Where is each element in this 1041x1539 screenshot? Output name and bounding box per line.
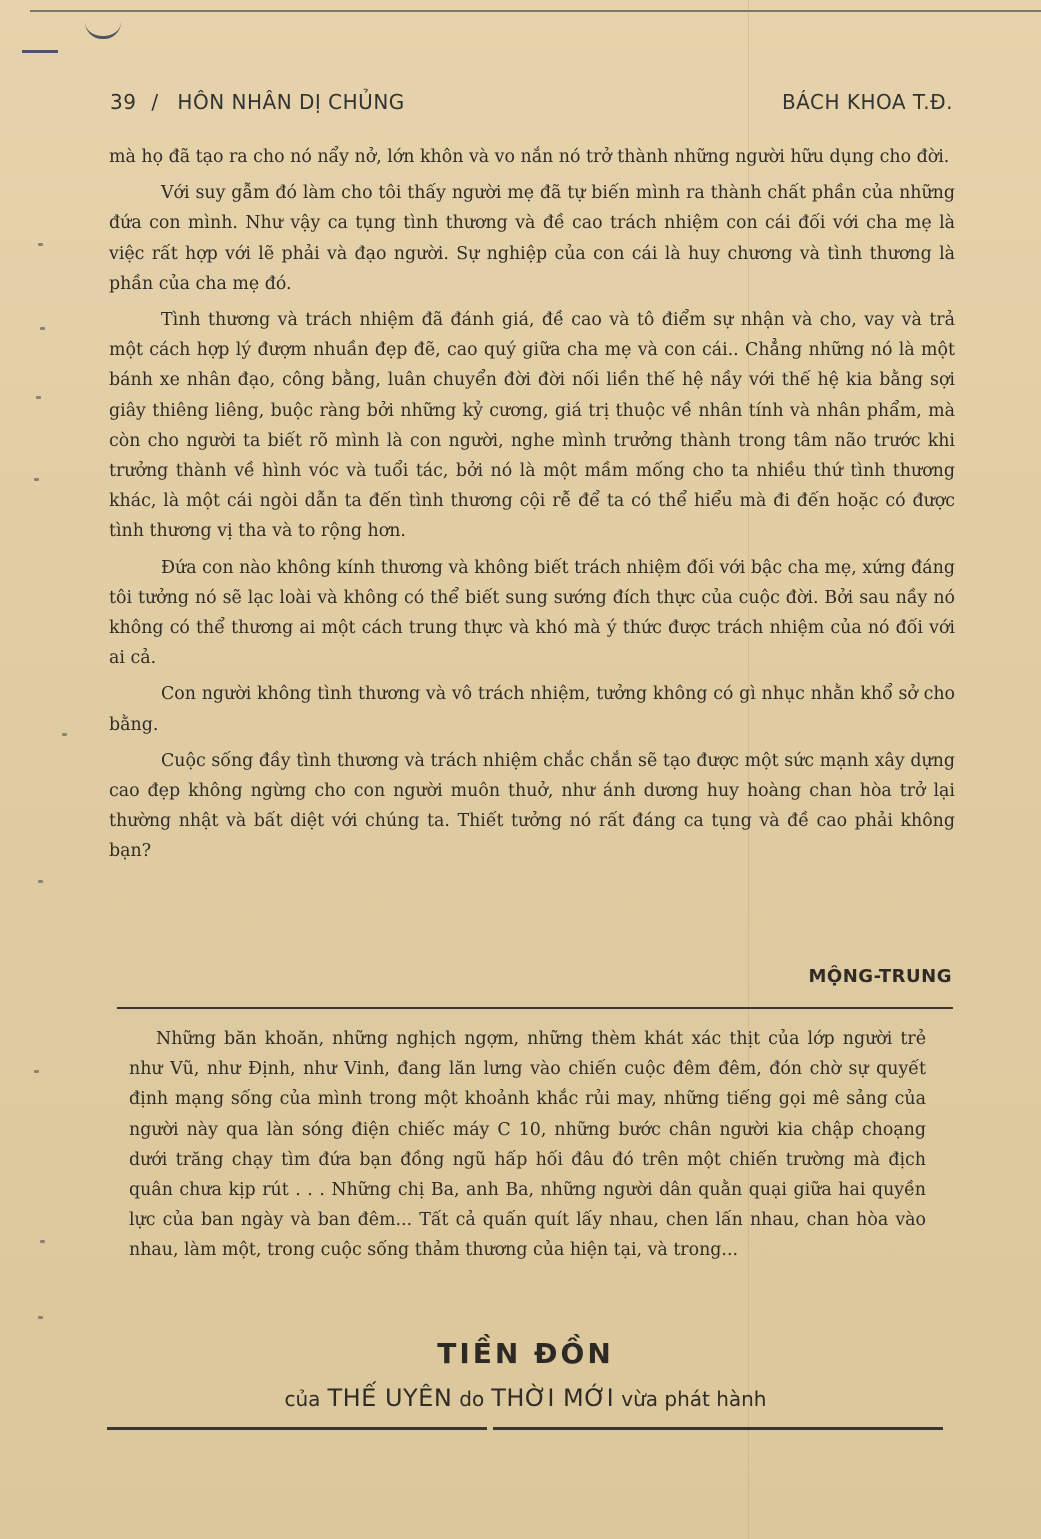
margin-speck [34, 478, 39, 481]
paragraph: Với suy gẫm đó làm cho tôi thấy người mẹ đã tự biến mình ra thành chất phần của những đứa con mình. Như vậy ca tụng tình thương và đề cao trách nhiệm con cái đối với cha mẹ là việc rất hợp với lẽ phải và đạo người. Sự nghiệp của con cái là huy chương và tình thương là phần của cha mẹ đó. [109, 183, 955, 294]
paragraph: Cuộc sống đầy tình thương và trách nhiệm chắc chắn sẽ tạo được một sức mạnh xây dựng cao đẹp không ngừng cho con người muôn thuở, như ánh dương huy hoàng chan hòa trở lại thường nhật và bất diệt với chúng ta. Thiết tưởng nó rất đáng ca tụng và đề cao phải không bạn? [109, 750, 955, 862]
book-author: THẾ UYÊN [327, 1384, 453, 1412]
margin-speck [38, 1316, 43, 1319]
bottom-rule-left [107, 1427, 487, 1430]
pub-of: của [284, 1387, 321, 1411]
article-body [109, 142, 955, 867]
section-divider [117, 1007, 953, 1009]
pub-status: vừa phát hành [621, 1387, 767, 1411]
book-promo [129, 1024, 926, 1266]
paragraph: Tình thương và trách nhiệm đã đánh giá, đề cao và tô điểm sự nhận và cho, vay và trả một cách hợp lý đượm nhuần đẹp đẽ, cao quý giữa cha mẹ và con cái.. Chẳng những nó là một bánh xe nhân đạo, công bằng, luân chuyển đời đời nối liền thế hệ nầy với thế hệ kia bằng sợi giây thiêng liêng, buộc ràng bởi những kỷ cương, giá trị thuộc về nhân tính và nhân phẩm, mà còn cho người ta biết rõ mình là con người, nghe mình trưởng thành trong tâm não trước khi trưởng thành về hình vóc và tuổi tác, bởi nó là một mầm mống cho ta nhiều thứ tình thương khác, là một cái ngòi dẫn ta đến tình thương cội rễ để ta có thể hiểu mà đi đến hoặc có được tình thương vị tha và to rộng hơn. [109, 310, 955, 542]
pen-dash [22, 50, 58, 53]
author-signature: MỘNG-TRUNG [808, 966, 952, 987]
header-left [110, 90, 405, 114]
margin-speck [62, 733, 67, 736]
article-title: HÔN NHÂN DỊ CHỦNG [177, 90, 405, 114]
margin-speck [38, 243, 43, 246]
pen-mark [85, 22, 121, 39]
bottom-rule-right [493, 1427, 943, 1430]
paragraph: Đứa con nào không kính thương và không biết trách nhiệm đối với bậc cha mẹ, xứng đáng tôi tưởng nó sẽ lạc loài và không có thể biết sung sướng đích thực của cuộc đời. Bởi sau nầy nó không có thể thương ai một cách trung thực và khó mà ý thức được trách nhiệm của nó đối với ai cả. [109, 557, 955, 669]
paragraph-continued: mà họ đã tạo ra cho nó nẩy nở, lớn khôn và vo nắn nó trở thành những người hữu dụng cho đời. [109, 147, 950, 167]
magazine-name: BÁCH KHOA T.Đ. [781, 90, 953, 114]
header-separator: / [151, 90, 159, 114]
book-title: TIỀN ĐỒN [437, 1337, 614, 1370]
page-number: 39 [110, 90, 137, 114]
running-header [110, 90, 953, 116]
margin-speck [40, 1240, 45, 1243]
margin-speck [40, 327, 45, 330]
margin-speck [38, 880, 43, 883]
top-edge-rule [30, 10, 1041, 12]
promo-paragraph: Những băn khoăn, những nghịch ngợm, những thèm khát xác thịt của lớp người trẻ như Vũ, như Định, như Vinh, đang lăn lưng vào chiến cuộc đêm đêm, đón chờ sự quyết định mạng sống của mình trong một khoảnh khắc rủi may, những tiếng gọi mê sảng của người này qua làn sóng điện chiếc máy C 10, những bước chân người kia chập choạng dưới trăng chạy tìm đứa bạn đồng ngũ hấp hối đâu đó trên một chiến trường mà địch quân chưa kịp rút . . . Những chị Ba, anh Ba, những người dân quằn quại giữa hai quyền lực của ban ngày và ban đêm... Tất cả quấn quít lấy nhau, chen lấn nhau, chan hòa vào nhau, làm một, trong cuộc sống thảm thương của hiện tại, và trong... [129, 1029, 926, 1261]
publisher: THỜI MỚI [491, 1384, 615, 1412]
margin-speck [36, 396, 41, 399]
publication-line [0, 1384, 1041, 1412]
paragraph: Con người không tình thương và vô trách nhiệm, tưởng không có gì nhục nhằn khổ sở cho bằng. [109, 684, 955, 735]
margin-speck [34, 1070, 39, 1073]
pub-by: do [459, 1387, 485, 1411]
